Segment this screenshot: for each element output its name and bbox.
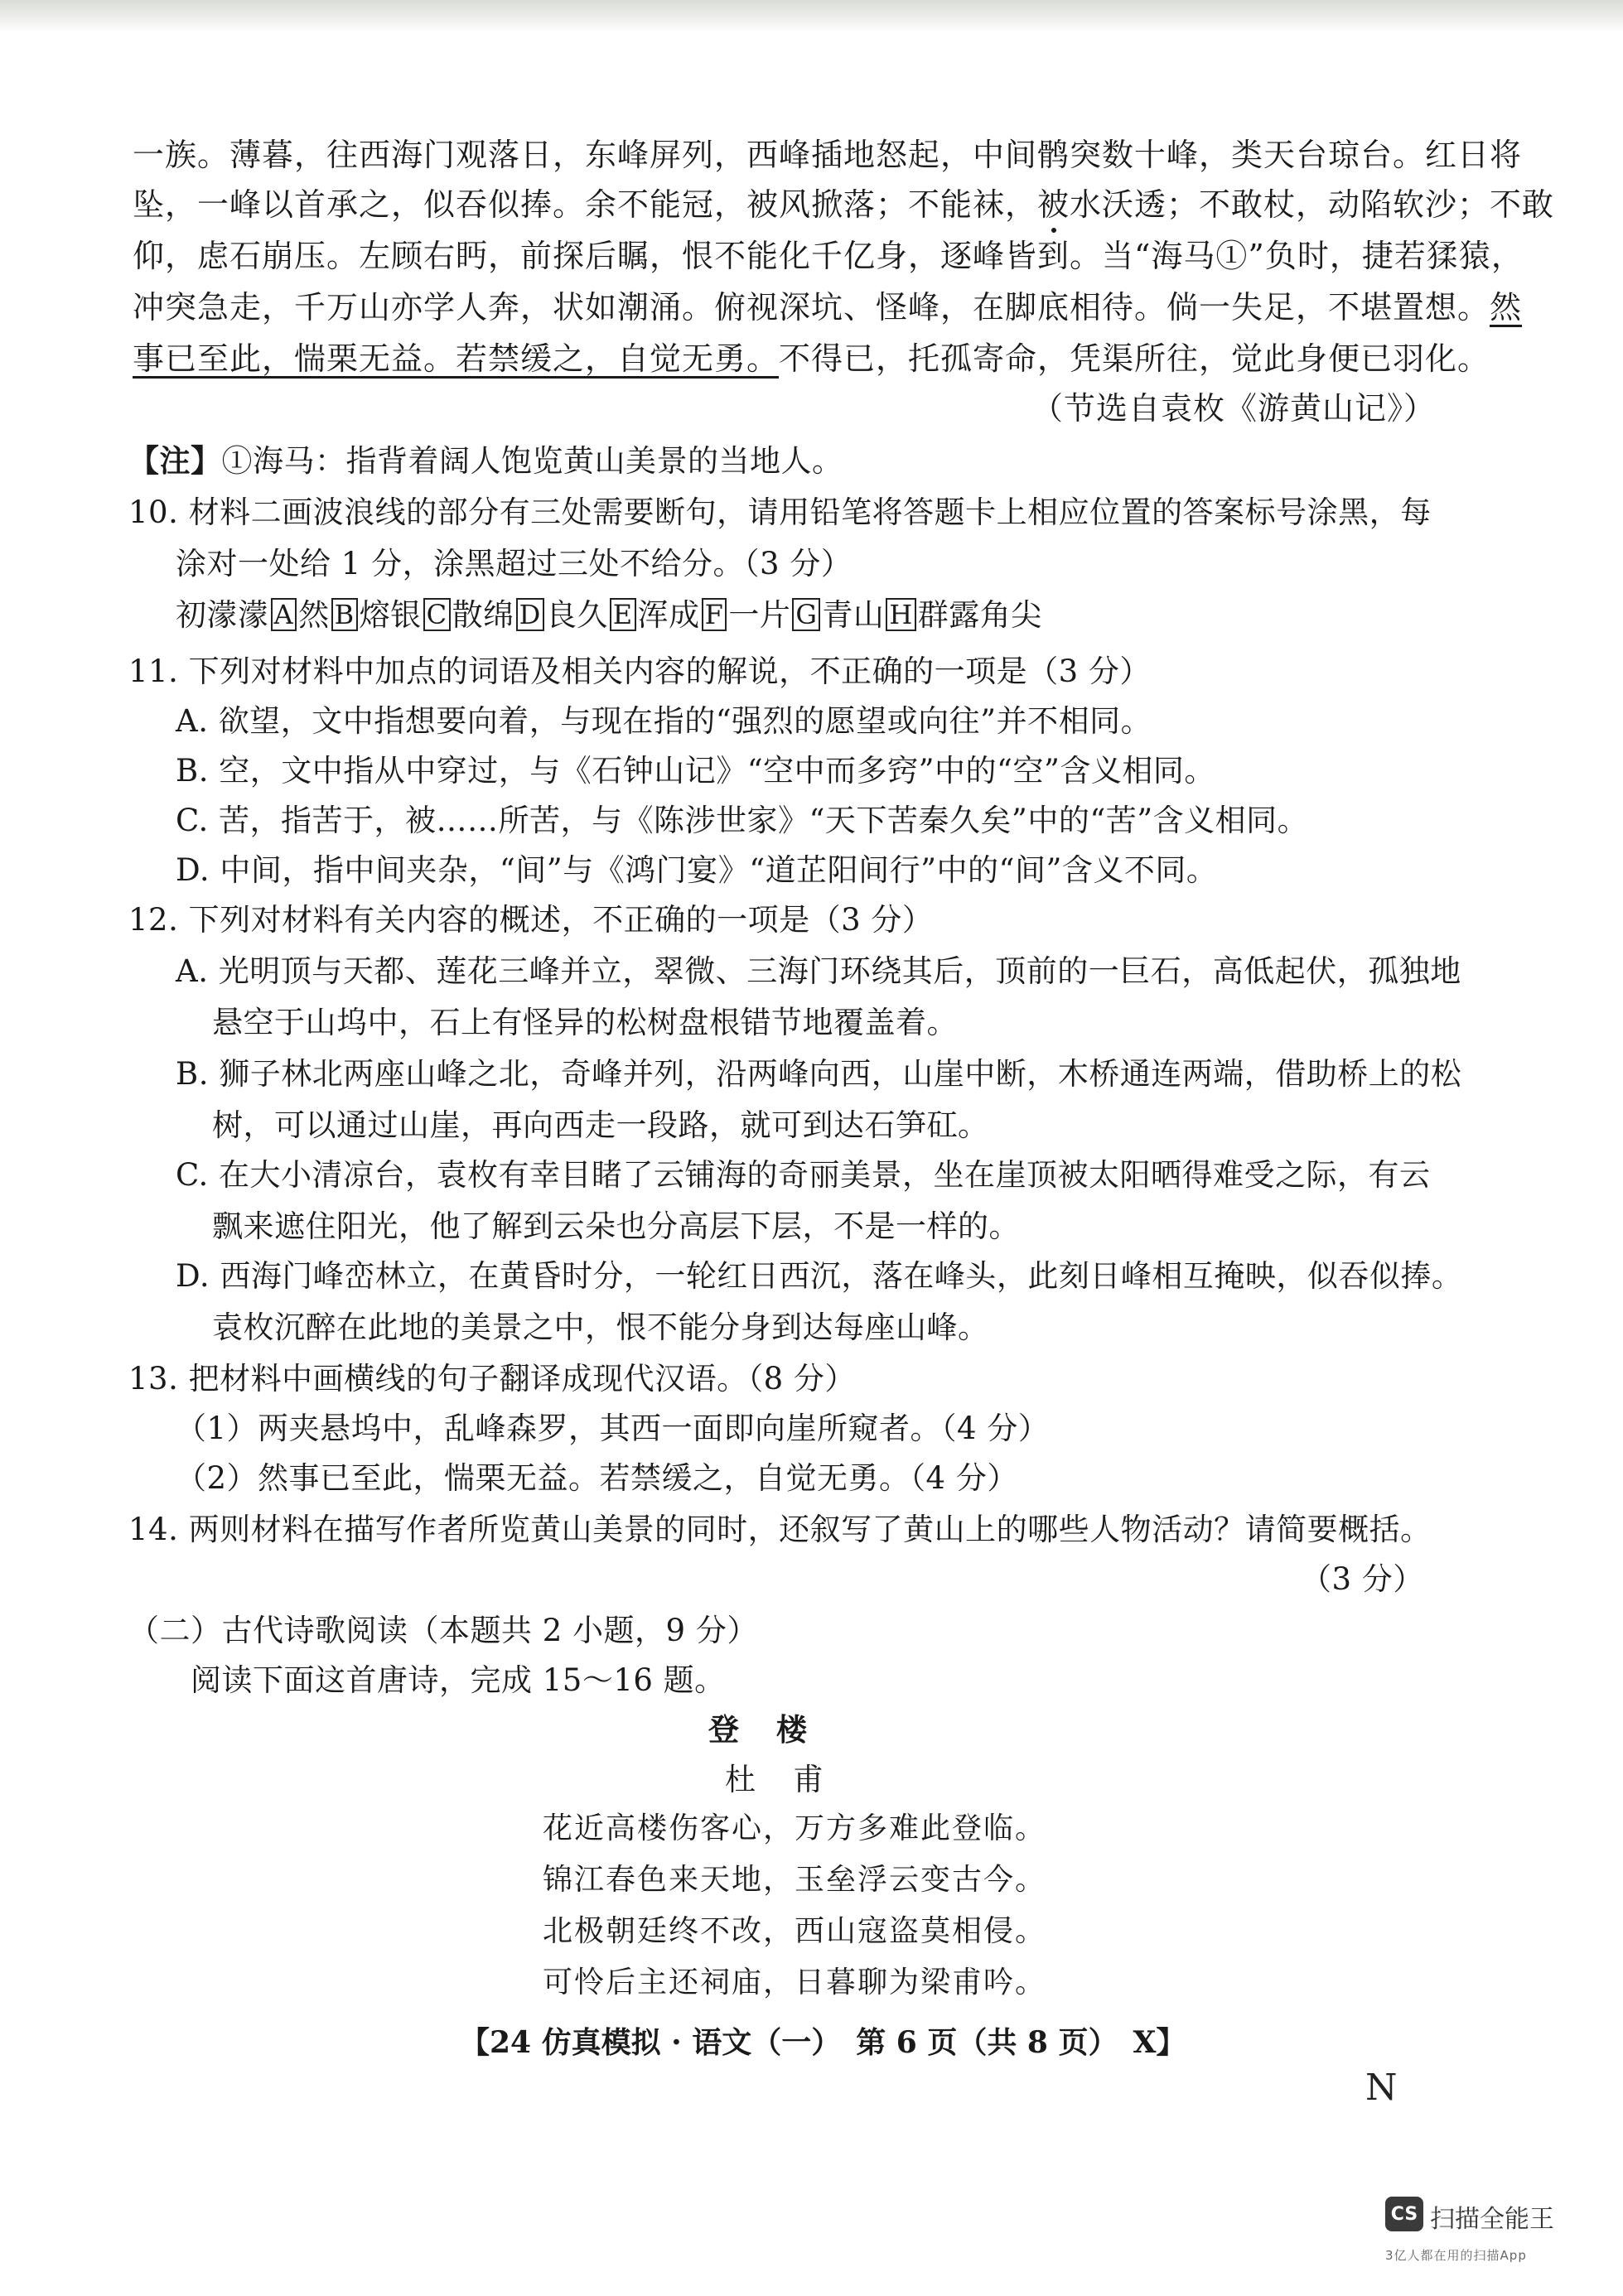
corner-mark: N bbox=[1365, 2067, 1398, 2109]
segment-text: 散绵 bbox=[452, 597, 514, 633]
q12-option-a-line-1: A. 光明顶与天都、莲花三峰并立，翠微、三海门环绕其后，顶前的一巨石，高低起伏，孤独地 bbox=[176, 953, 1461, 989]
q11-option-b: B. 空，文中指从中穿过，与《石钟山记》“空中而多窍”中的“空”含义相同。 bbox=[176, 753, 1215, 789]
segment-text: 然 bbox=[298, 597, 330, 633]
passage-text: 水沃透；不敢杖，动陷软沙；不敢 bbox=[1070, 186, 1555, 223]
q12-stem: 12. 下列对材料有关内容的概述，不正确的一项是（3 分） bbox=[128, 902, 934, 938]
scan-shadow bbox=[0, 0, 1623, 33]
scanner-app-name: 扫描全能王 bbox=[1430, 2205, 1554, 2234]
q12-option-b-line-1: B. 狮子林北两座山峰之北，奇峰并列，沿两峰向西，山崖中断，木桥通连两端，借助桥上的松 bbox=[176, 1056, 1462, 1092]
poem-title: 登 楼 bbox=[708, 1711, 810, 1748]
section-title: （二）古代诗歌阅读（本题共 2 小题，9 分） bbox=[128, 1613, 758, 1648]
q13-stem: 13. 把材料中画横线的句子翻译成现代汉语。（8 分） bbox=[128, 1361, 856, 1396]
q14-score: （3 分） bbox=[1301, 1561, 1424, 1597]
q11-option-a: A. 欲望，文中指想要向着，与现在指的“强烈的愿望或向往”并不相同。 bbox=[176, 703, 1152, 739]
answer-box-g[interactable]: G bbox=[792, 598, 820, 631]
poem-line: 锦江春色来天地，玉垒浮云变古今。 bbox=[543, 1863, 1047, 1897]
q12-option-a-line-2: 悬空于山坞中，石上有怪异的松树盘根错节地覆盖着。 bbox=[212, 1005, 958, 1040]
answer-box-e[interactable]: E bbox=[610, 598, 636, 631]
q11-stem: 11. 下列对材料中加点的词语及相关内容的解说，不正确的一项是（3 分） bbox=[128, 654, 1151, 689]
segment-text: 初濛濛 bbox=[176, 597, 269, 633]
q10-stem-line-2: 涂对一处给 1 分，涂黑超过三处不给分。（3 分） bbox=[176, 546, 853, 581]
segment-text: 青山 bbox=[822, 597, 885, 633]
underlined-sentence: 然 bbox=[1490, 289, 1523, 326]
q14-stem: 14. 两则材料在描写作者所览黄山美景的同时，还叙写了黄山上的哪些人物活动？请简要概括。 bbox=[128, 1512, 1432, 1547]
q13-sentence-1: （1）两夹悬坞中，乱峰森罗，其西一面即向崖所窥者。（4 分） bbox=[176, 1411, 1050, 1446]
answer-box-d[interactable]: D bbox=[516, 598, 544, 631]
page-footer: 【24 仿真模拟 · 语文（一） 第 6 页（共 8 页） X】 bbox=[460, 2025, 1186, 2060]
segment-text: 一片 bbox=[728, 597, 791, 633]
answer-box-h[interactable]: H bbox=[886, 598, 915, 631]
segment-text: 群露角尖 bbox=[917, 597, 1042, 633]
passage-text: 坠，一峰以首承之，似吞似捧。余不能冠，被风掀落；不能袜， bbox=[133, 186, 1038, 223]
passage-line-5 bbox=[133, 340, 1490, 377]
q13-sentence-2: （2）然事已至此，惴栗无益。若禁缓之，自觉无勇。（4 分） bbox=[176, 1460, 1018, 1496]
segment-text: 熔银 bbox=[359, 597, 422, 633]
passage-line-4 bbox=[133, 289, 1523, 326]
note-text: ①海马：指背着阔人饱览黄山美景的当地人。 bbox=[221, 443, 843, 479]
passage-line-2 bbox=[133, 186, 1555, 223]
answer-box-f[interactable]: F bbox=[702, 598, 727, 631]
poem-line: 花近高楼伤客心，万方多难此登临。 bbox=[543, 1811, 1047, 1845]
answer-box-a[interactable]: A bbox=[271, 598, 297, 631]
poem-author: 杜 甫 bbox=[725, 1762, 827, 1797]
passage-text: 冲突急走，千万山亦学人奔，状如潮涌。俯视深坑、怪峰，在脚底相待。倘一失足，不堪置想。 bbox=[133, 289, 1490, 326]
passage-line-3: 仰，虑石崩压。左顾右眄，前探后瞩，恨不能化千亿身，逐峰皆到。当“海马①”负时，捷若猱猿， bbox=[133, 238, 1524, 274]
q12-option-d-line-1: D. 西海门峰峦林立，在黄昏时分，一轮红日西沉，落在峰头，此刻日峰相互掩映，似吞似捧。 bbox=[176, 1258, 1463, 1294]
q12-option-d-line-2: 袁枚沉醉在此地的美景之中，恨不能分身到达每座山峰。 bbox=[212, 1310, 989, 1345]
poem-line: 可怜后主还祠庙，日暮聊为梁甫吟。 bbox=[543, 1966, 1047, 1999]
section-instruction: 阅读下面这首唐诗，完成 15～16 题。 bbox=[191, 1662, 726, 1698]
segment-text: 浑成 bbox=[637, 597, 700, 633]
passage-line-1: 一族。薄暮，往西海门观落日，东峰屏列，西峰插地怒起，中间鹘突数十峰，类天台琼台。红日将 bbox=[133, 137, 1523, 173]
q10-options bbox=[176, 598, 1042, 631]
passage-source: （节选自袁枚《游黄山记》） bbox=[1031, 390, 1437, 427]
q12-option-c-line-1: C. 在大小清凉台，袁枚有幸目睹了云铺海的奇丽美景，坐在崖顶被太阳晒得难受之际，有云 bbox=[176, 1157, 1431, 1193]
q12-option-b-line-2: 树，可以通过山崖，再向西走一段路，就可到达石笋矼。 bbox=[212, 1107, 989, 1143]
poem-line: 北极朝廷终不改，西山寇盗莫相侵。 bbox=[543, 1914, 1047, 1948]
scanner-logo-icon: CS bbox=[1385, 2197, 1423, 2231]
note-label: 【注】 bbox=[128, 442, 222, 479]
answer-box-b[interactable]: B bbox=[331, 598, 358, 631]
answer-box-c[interactable]: C bbox=[423, 598, 451, 631]
q11-option-c: C. 苦，指苦于，被……所苦，与《陈涉世家》“天下苦秦久矣”中的“苦”含义相同。 bbox=[176, 803, 1309, 838]
scanner-slogan: 3亿人都在用的扫描App bbox=[1385, 2248, 1527, 2263]
segment-text: 良久 bbox=[545, 597, 608, 633]
footnote bbox=[128, 442, 843, 479]
dotted-character: 被 bbox=[1037, 186, 1070, 223]
q10-stem-line-1: 10. 材料二画波浪线的部分有三处需要断句，请用铅笔将答题卡上相应位置的答案标号涂黑，每 bbox=[128, 494, 1432, 530]
underlined-sentence: 事已至此，惴栗无益。若禁缓之，自觉无勇。 bbox=[133, 340, 780, 377]
q11-option-d: D. 中间，指中间夹杂，“间”与《鸿门宴》“道芷阳间行”中的“间”含义不同。 bbox=[176, 852, 1218, 888]
q12-option-c-line-2: 飘来遮住阳光，他了解到云朵也分高层下层，不是一样的。 bbox=[212, 1208, 1020, 1244]
passage-text: 不得已，托孤寄命，凭渠所往，觉此身便已羽化。 bbox=[779, 340, 1490, 377]
